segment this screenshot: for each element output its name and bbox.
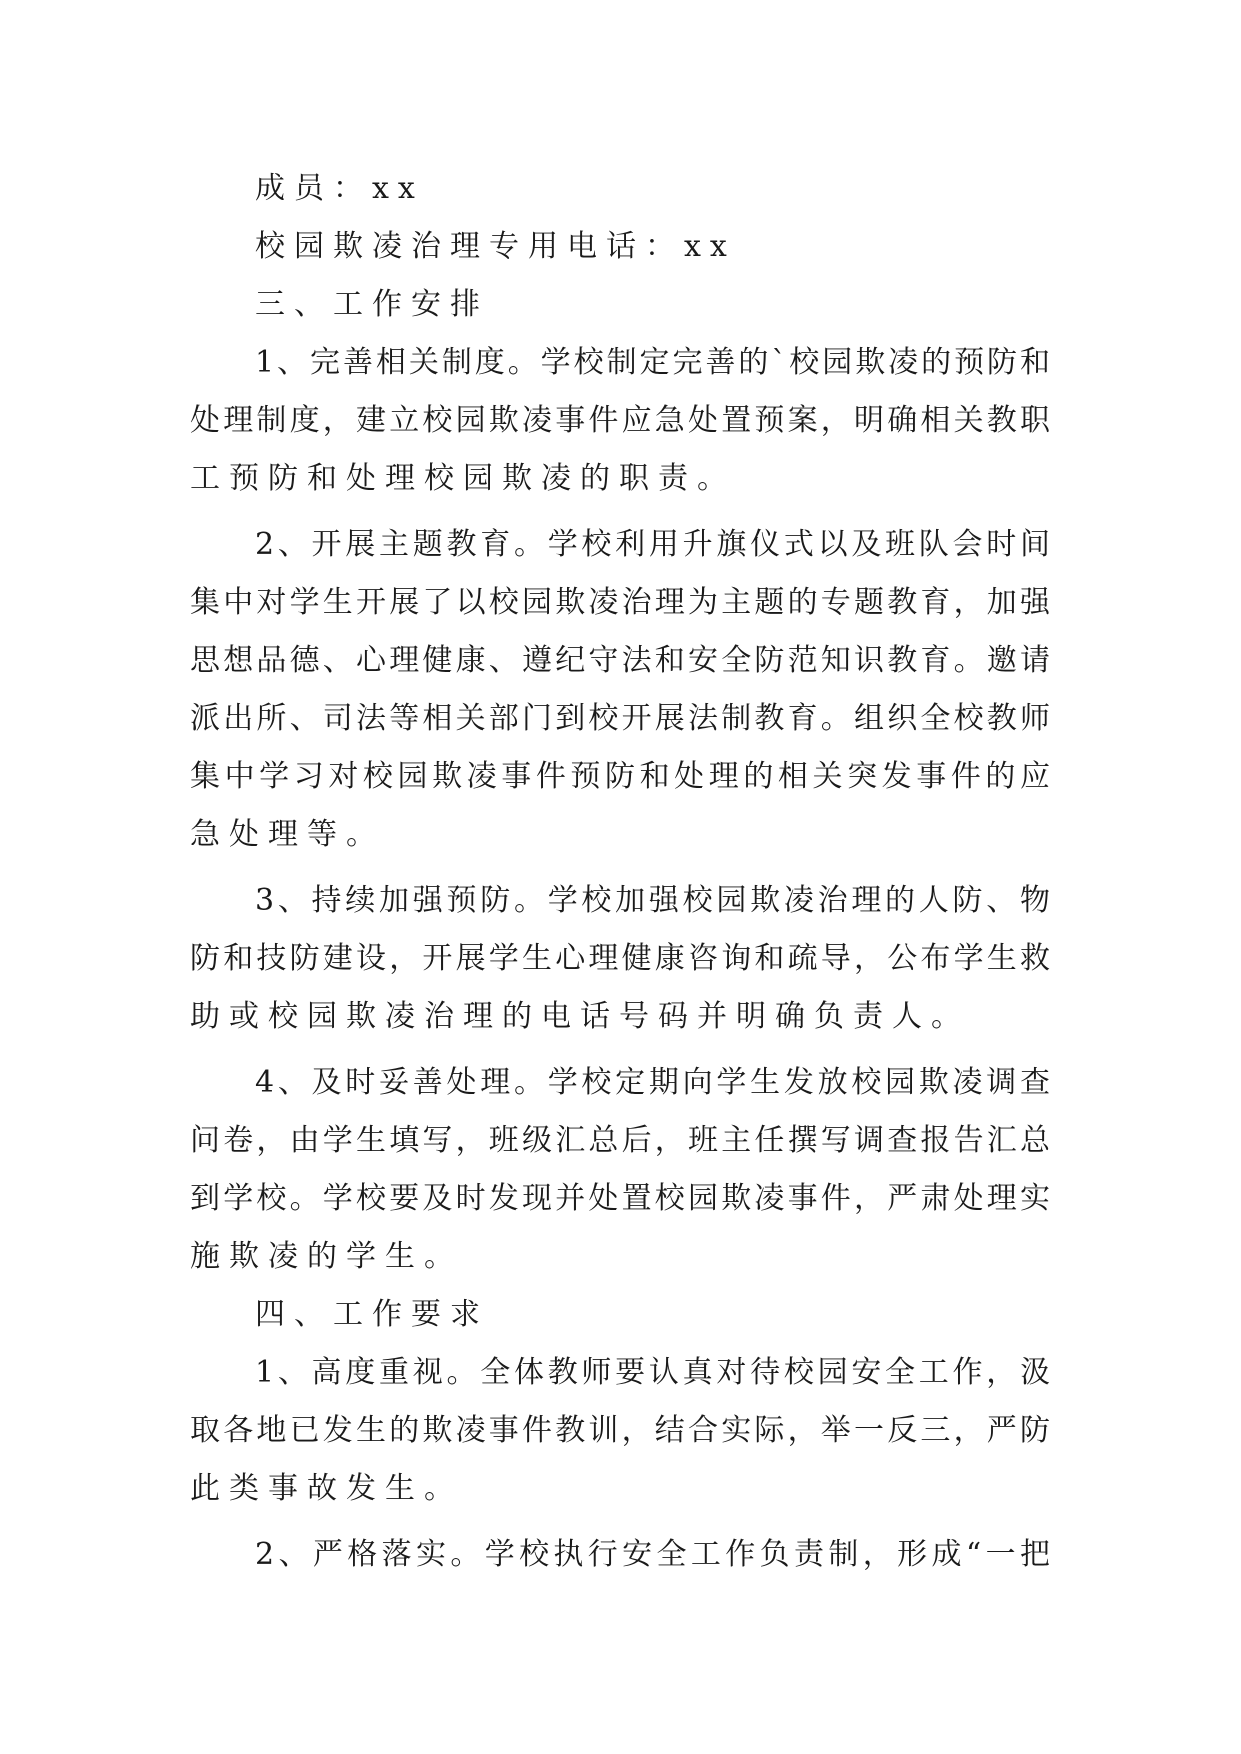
text-line: 工预防和处理校园欺凌的职责。 <box>190 461 736 496</box>
text-line: 派出所、司法等相关部门到校开展法制教育。组织全校教师 <box>190 701 1050 736</box>
text-line: 此类事故发生。 <box>190 1471 463 1506</box>
text-line: 1、高度重视。全体教师要认真对待校园安全工作，汲 <box>255 1355 1050 1390</box>
section-heading: 四、工作要求 <box>255 1297 489 1332</box>
text-line: 成员：xx <box>255 171 424 206</box>
text-line: 集中对学生开展了以校园欺凌治理为主题的专题教育，加强 <box>190 585 1050 620</box>
document-body <box>190 160 1050 1584</box>
text-line: 2、严格落实。学校执行安全工作负责制，形成“一把 <box>255 1537 1050 1572</box>
text-line: 取各地已发生的欺凌事件教训，结合实际，举一反三，严防 <box>190 1413 1050 1448</box>
text-line: 2、开展主题教育。学校利用升旗仪式以及班队会时间 <box>255 527 1050 562</box>
text-line: 4、及时妥善处理。学校定期向学生发放校园欺凌调查 <box>255 1065 1050 1100</box>
text-line: 到学校。学校要及时发现并处置校园欺凌事件，严肃处理实 <box>190 1181 1050 1216</box>
text-line: 问卷，由学生填写，班级汇总后，班主任撰写调查报告汇总 <box>190 1123 1050 1158</box>
text-line: 助或校园欺凌治理的电话号码并明确负责人。 <box>190 999 970 1034</box>
text-line: 3、持续加强预防。学校加强校园欺凌治理的人防、物 <box>255 883 1050 918</box>
text-line: 集中学习对校园欺凌事件预防和处理的相关突发事件的应 <box>190 759 1050 794</box>
text-line: 施欺凌的学生。 <box>190 1239 463 1274</box>
text-line: 校园欺凌治理专用电话：xx <box>255 229 736 264</box>
text-line: 1、完善相关制度。学校制定完善的`校园欺凌的预防和 <box>255 345 1050 380</box>
section-heading: 三、工作安排 <box>255 287 489 322</box>
text-line: 防和技防建设，开展学生心理健康咨询和疏导，公布学生救 <box>190 941 1050 976</box>
text-line: 思想品德、心理健康、遵纪守法和安全防范知识教育。邀请 <box>190 643 1050 678</box>
text-line: 急处理等。 <box>190 817 385 852</box>
text-line: 处理制度，建立校园欺凌事件应急处置预案，明确相关教职 <box>190 403 1050 438</box>
